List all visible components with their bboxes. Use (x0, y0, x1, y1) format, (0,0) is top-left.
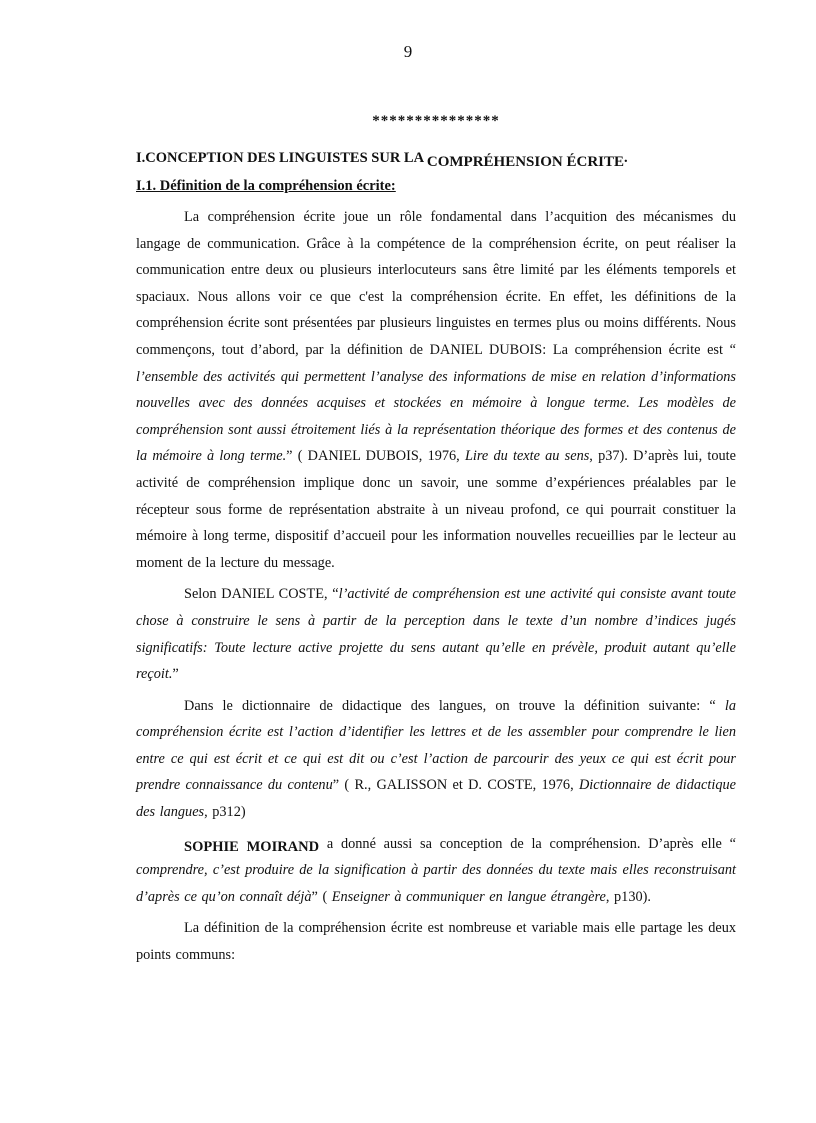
page-number: 9 (403, 42, 413, 61)
chapter-title-main: I.CONCEPTION DES LINGUISTES SUR LA (136, 150, 424, 166)
text: , p130). (605, 888, 651, 905)
section-title: I.1. Définition de la compréhension écrite: (136, 178, 396, 194)
book-title: Lire du texte au sens (464, 448, 590, 465)
chapter-title-end: . (624, 150, 628, 166)
text: ” ( (311, 888, 332, 905)
chapter-title-emphasis: COMPRÉHENSION ÉCRITE (426, 154, 624, 170)
section-separator: *************** (372, 113, 500, 129)
text: , p37). D’après lui, toute activité de compréhension implique donc un savoir, une somme d’expériences préalables par le récepteur sous forme de représentation abstraite à un niveau profond, ce qui pourrait constituer la mémoire à long terme, dispositif d’accueil pour les information nouvelles recueillies par le lecteur au moment de la lecture du message. (136, 448, 736, 571)
paragraph-definition-dictionary (136, 693, 736, 826)
text: La compréhension écrite joue un rôle fondamental dans l’acquition des mécanismes du langage de communication. Grâce à la compétence de la compréhension écrite, on peut réaliser la communication entre deux ou plusieurs interlocuteurs sans être limité par les éléments temporels et spaciaux. Nous allons voir ce que c'est la compréhension écrite. En effet, les définitions de la compréhension écrite sont présentées par plusieurs linguistes en termes plus ou moins différents. Nous commençons, tout d’abord, par la définition de DANIEL DUBOIS: La compréhension écrite est “ (136, 209, 736, 358)
book-title: Enseigner à communiquer en langue étrangère (331, 888, 606, 905)
quote: la compréhension écrite est l’action d’identifier les lettres et de les assembler pour comprendre le lien entre ce qui est écrit et ce qui est dit ou c’est l’action de parcourir des yeux ce qui est écrit pour prendre connaissance du contenu (136, 697, 736, 794)
author-name: SOPHIE MOIRAND (184, 838, 320, 855)
text: , p312) (204, 804, 246, 821)
quote: l’ensemble des activités qui permettent l’analyse des informations de mise en relation d’informations nouvelles avec des données acquises et stockées en mémoire à longue terme. Les modèles de compréhension sont aussi étroitement liés à la représentation théorique des formes et des contenus de la mémoire à long terme. (136, 368, 736, 465)
chapter-title (136, 150, 756, 170)
quote: l’activité de compréhension est une activité qui consiste avant toute chose à construire le sens à partir de la perception dans le texte d’un nombre d’indices jugés significatifs: Toute lecture active projette du sens autant qu’elle en prévèle, produit autant qu’elle reçoit. (136, 586, 736, 683)
text: La définition de la compréhension écrite est nombreuse et variable mais elle partage les deux points communs: (136, 920, 736, 964)
quote: comprendre, c’est produire de la signification à partir des données du texte mais elles reconstruisant d’après ce qu’on connaît déjà (136, 862, 736, 905)
text: ” ( R., GALISSON et D. COSTE, 1976, (332, 777, 579, 794)
text: ” (172, 666, 179, 683)
text: a donné aussi sa conception de la compréhension. D’après elle “ (319, 835, 736, 852)
paragraph-definition-moirand (136, 831, 736, 911)
text: Selon DANIEL COSTE, “ (184, 586, 339, 603)
text: Dans le dictionnaire de didactique des langues, on trouve la définition suivante: “ (184, 697, 716, 714)
body-text (136, 204, 736, 974)
paragraph-definition-coste (136, 581, 736, 687)
paragraph-conclusion (136, 915, 736, 968)
paragraph-definition-dubois (136, 204, 736, 576)
text: ” ( DANIEL DUBOIS, 1976, (286, 448, 465, 465)
book-title: Dictionnaire de didactique des langues (136, 777, 736, 821)
